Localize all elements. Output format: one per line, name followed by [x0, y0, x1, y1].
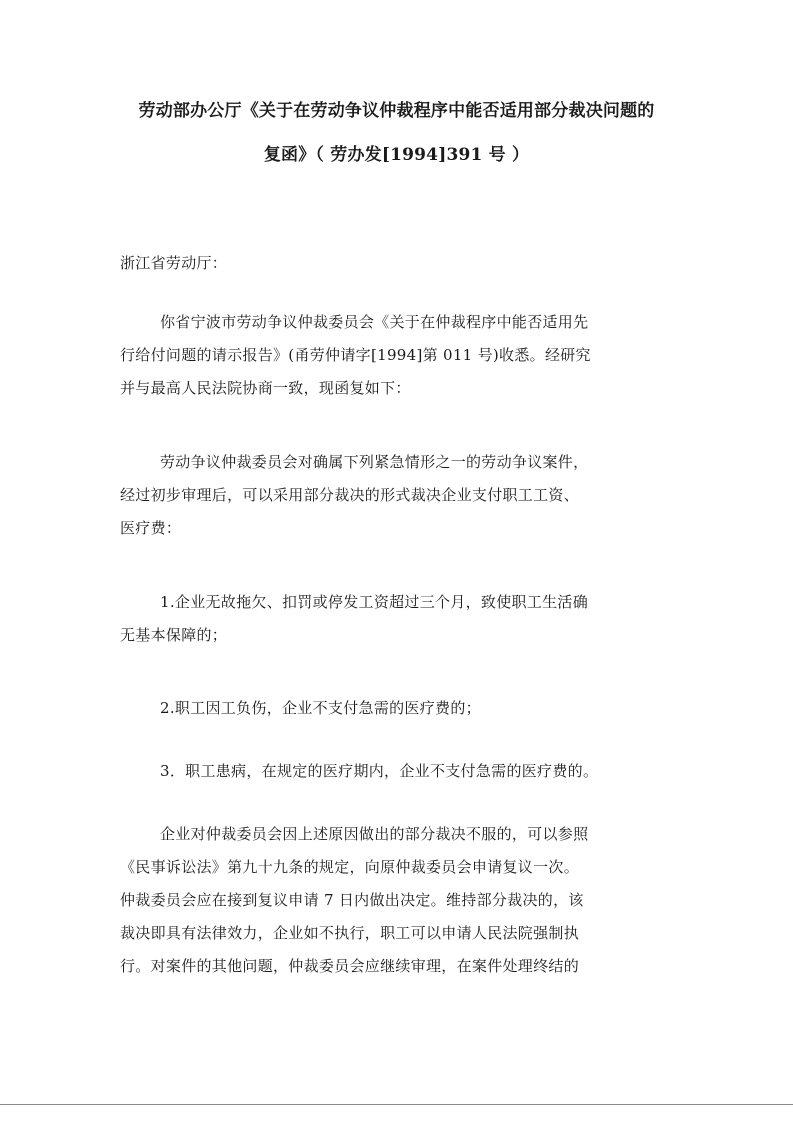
- list-item-1-line-2: 无基本保障的；: [120, 626, 228, 644]
- paragraph-3-line-5: 行。对案件的其他问题，仲裁委员会应继续审理，在案件处理终结的: [120, 957, 580, 975]
- paragraph-3-line-2: 《民事诉讼法》第九十九条的规定，向原仲裁委员会申请复议一次。: [120, 858, 580, 876]
- paragraph-1-line-3: 并与最高人民法院协商一致，现函复如下：: [120, 379, 411, 397]
- paragraph-2-line-3: 医疗费：: [120, 519, 182, 537]
- paragraph-3-line-3: 仲裁委员会应在接到复议申请 7 日内做出决定。维持部分裁决的，该: [120, 891, 584, 909]
- salutation: 浙江省劳动厅：: [120, 254, 228, 272]
- paragraph-2-line-2: 经过初步审理后，可以采用部分裁决的形式裁决企业支付职工工资、: [120, 486, 580, 504]
- paragraph-3-line-4: 裁决即具有法律效力，企业如不执行，职工可以申请人民法院强制执: [120, 924, 580, 942]
- paragraph-3-line-1: 企业对仲裁委员会因上述原因做出的部分裁决不服的，可以参照: [160, 825, 589, 843]
- paragraph-1-line-2: 行给付问题的请示报告》(甬劳仲请字[1994]第 011 号)收悉。经研究: [120, 346, 591, 364]
- list-item-2: 2.职工因工负伤，企业不支付急需的医疗费的；: [160, 699, 481, 717]
- paragraph-2-line-1: 劳动争议仲裁委员会对确属下列紧急情形之一的劳动争议案件，: [160, 453, 589, 471]
- paragraph-1-line-1: 你省宁波市劳动争议仲裁委员会《关于在仲裁程序中能否适用先: [160, 313, 589, 331]
- list-item-1-line-1: 1.企业无故拖欠、扣罚或停发工资超过三个月，致使职工生活确: [160, 593, 589, 611]
- document-title-line-1: 劳动部办公厅《关于在劳动争议仲裁程序中能否适用部分裁决问题的: [138, 101, 655, 121]
- list-item-3: 3．职工患病，在规定的医疗期内，企业不支付急需的医疗费的。: [160, 762, 599, 780]
- document-title-line-2: 复函》（ 劳办发[1994]391 号 ）: [263, 145, 530, 165]
- page-bottom-divider: [0, 1104, 793, 1105]
